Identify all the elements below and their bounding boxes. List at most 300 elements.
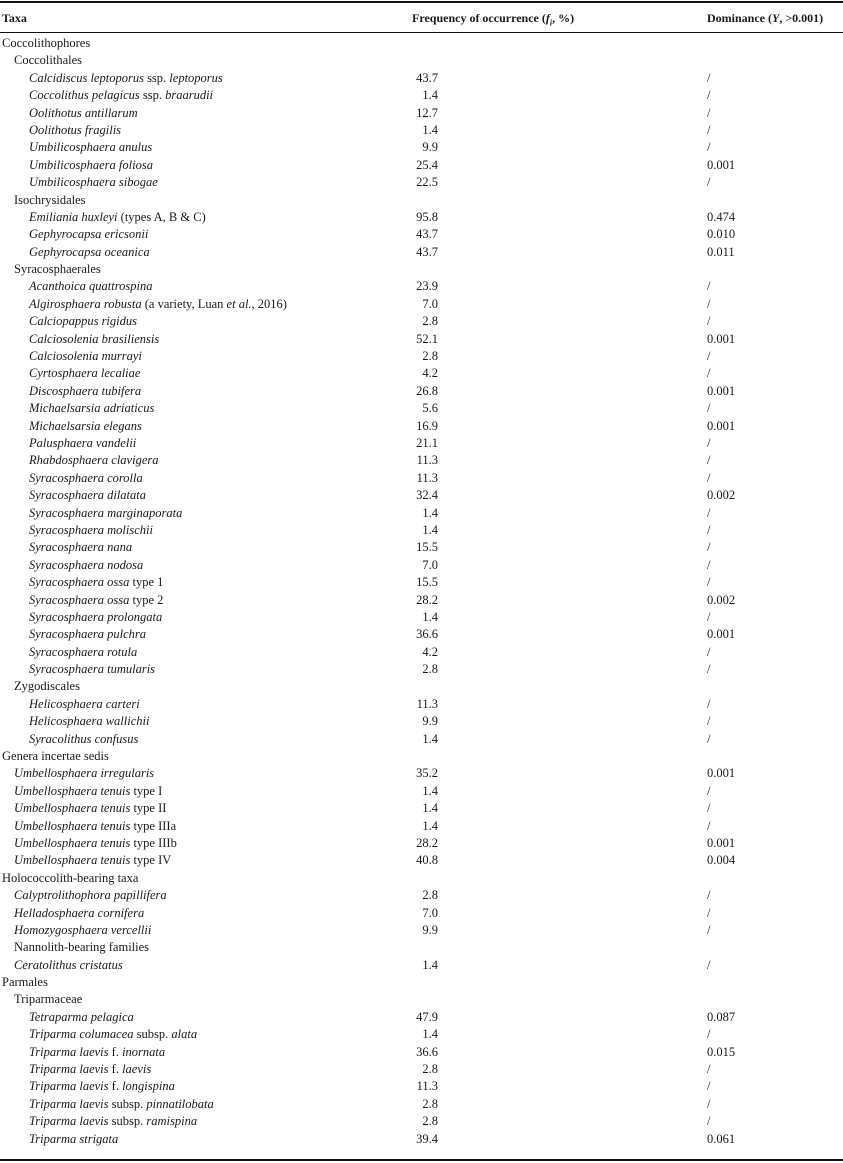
taxon-name <box>29 313 137 330</box>
taxon-name-italic: Syracosphaera nodosa <box>29 557 144 572</box>
dominance-value: / <box>707 818 711 833</box>
table-row <box>0 470 843 487</box>
table-row <box>0 522 843 539</box>
table-row <box>0 783 843 800</box>
header-frequency-tail: , %) <box>552 11 575 25</box>
taxon-name <box>29 383 141 400</box>
frequency-value: 26.8 <box>416 383 438 398</box>
taxon-name-text: subsp. <box>133 1027 172 1042</box>
table-row <box>0 852 843 869</box>
dominance-value: / <box>707 783 711 798</box>
taxon-name <box>14 905 144 922</box>
taxon-name <box>29 139 152 156</box>
dominance-value: / <box>707 905 711 920</box>
taxon-name-italic: Triparma laevis <box>29 1114 109 1129</box>
taxon-name-italic: Helladosphaera cornifera <box>14 905 145 920</box>
table-row <box>0 835 843 852</box>
group-label <box>14 678 80 695</box>
dominance-value: / <box>707 644 711 659</box>
table-row <box>0 505 843 522</box>
taxon-name-italic: Umbellosphaera tenuis <box>14 853 131 868</box>
taxon-name-italic: Triparma laevis <box>29 1062 109 1077</box>
frequency-value: 21.1 <box>416 435 438 450</box>
table-row <box>0 87 843 104</box>
frequency-value: 4.2 <box>422 644 438 659</box>
frequency-value: 52.1 <box>416 331 438 346</box>
taxon-name <box>29 157 153 174</box>
dominance-value: 0.002 <box>707 488 736 503</box>
frequency-value: 32.4 <box>416 488 438 503</box>
taxon-name-italic: Palusphaera vandelii <box>29 435 137 450</box>
dominance-value: / <box>707 105 711 120</box>
dominance-value: / <box>707 453 711 468</box>
group-label <box>2 35 90 52</box>
table-row <box>0 800 843 817</box>
taxon-name <box>29 644 137 661</box>
frequency-value: 2.8 <box>422 314 438 329</box>
taxon-name-text: ssp. <box>143 70 170 85</box>
frequency-value: 1.4 <box>422 88 438 103</box>
dominance-value: / <box>707 609 711 624</box>
frequency-value: 1.4 <box>422 609 438 624</box>
table-row <box>0 296 843 313</box>
group-label <box>2 748 109 765</box>
dominance-value: 0.474 <box>707 209 736 224</box>
taxon-name-italic: Triparma laevis <box>29 1079 109 1094</box>
frequency-value: 1.4 <box>422 1027 438 1042</box>
table-row <box>0 1113 843 1130</box>
frequency-value: 1.4 <box>422 801 438 816</box>
group-label <box>14 991 82 1008</box>
table-top-rule <box>0 1 843 3</box>
group-label <box>14 261 101 278</box>
taxon-name <box>29 365 140 382</box>
taxon-name-text: f. <box>108 1062 123 1077</box>
dominance-value: / <box>707 401 711 416</box>
dominance-value: / <box>707 314 711 329</box>
frequency-value: 2.8 <box>422 1114 438 1129</box>
taxon-name-text: (types A, B & C) <box>117 209 206 224</box>
taxon-name-italic: Triparma laevis <box>29 1096 109 1111</box>
frequency-value: 11.3 <box>416 453 438 468</box>
taxon-name-italic: Calciosolenia brasiliensis <box>29 331 160 346</box>
dominance-value: 0.061 <box>707 1131 736 1146</box>
table-row <box>0 731 843 748</box>
taxon-name <box>14 887 167 904</box>
taxon-name-italic: Syracosphaera corolla <box>29 470 143 485</box>
taxon-name <box>29 661 155 678</box>
dominance-value: / <box>707 731 711 746</box>
table-row <box>0 626 843 643</box>
dominance-value: / <box>707 1096 711 1111</box>
dominance-value: / <box>707 696 711 711</box>
taxon-name <box>29 505 182 522</box>
taxon-name-italic: Helicosphaera wallichii <box>29 714 150 729</box>
group-label <box>2 870 138 887</box>
frequency-value: 43.7 <box>416 227 438 242</box>
taxon-name <box>29 1131 118 1148</box>
taxon-name-italic: Triparma strigata <box>29 1131 119 1146</box>
dominance-value: / <box>707 296 711 311</box>
taxon-name-italic: Calyptrolithophora papillifera <box>14 888 167 903</box>
header-frequency-label: Frequency of occurrence ( <box>412 11 546 25</box>
header-dominance <box>707 9 823 27</box>
frequency-value: 36.6 <box>416 1044 438 1059</box>
table-row <box>0 818 843 835</box>
taxon-name-text: Coccolithophores <box>2 36 91 50</box>
table-row <box>0 139 843 156</box>
dominance-value: / <box>707 540 711 555</box>
taxon-name-italic: Coccolithus pelagicus <box>29 88 140 103</box>
taxon-name-italic: Umbellosphaera tenuis <box>14 835 131 850</box>
header-dominance-label: Dominance ( <box>707 11 772 25</box>
taxon-name <box>29 1061 151 1078</box>
table-row <box>0 331 843 348</box>
taxon-name-text: type IIIa <box>130 818 177 833</box>
dominance-value: / <box>707 1062 711 1077</box>
taxon-name <box>29 522 153 539</box>
dominance-value: / <box>707 505 711 520</box>
taxon-name-italic: Umbellosphaera tenuis <box>14 818 131 833</box>
taxon-name-italic: Gephyrocapsa ericsonii <box>29 227 149 242</box>
taxon-name-italic: longispina <box>122 1079 175 1094</box>
table-row <box>0 418 843 435</box>
group-row <box>0 261 843 278</box>
taxon-name-text: Coccolithales <box>14 53 83 68</box>
frequency-value: 2.8 <box>422 888 438 903</box>
header-frequency <box>412 9 574 27</box>
group-row <box>0 748 843 765</box>
frequency-value: 2.8 <box>422 1096 438 1111</box>
frequency-value: 39.4 <box>416 1131 438 1146</box>
taxon-name <box>29 70 223 87</box>
header-rule <box>0 32 843 33</box>
table-row <box>0 574 843 591</box>
frequency-value: 28.2 <box>416 592 438 607</box>
taxon-name <box>29 1096 214 1113</box>
frequency-value: 1.4 <box>422 818 438 833</box>
dominance-value: / <box>707 70 711 85</box>
dominance-value: 0.001 <box>707 627 736 642</box>
taxon-name-italic: Syracosphaera pulchra <box>29 627 146 642</box>
taxon-name-italic: Syracosphaera nana <box>29 540 133 555</box>
frequency-value: 43.7 <box>416 70 438 85</box>
table-row <box>0 592 843 609</box>
frequency-value: 9.9 <box>422 714 438 729</box>
group-row <box>0 192 843 209</box>
taxon-name-italic: Michaelsarsia elegans <box>29 418 142 433</box>
header-frequency-subscript: i <box>549 18 553 28</box>
dominance-value: / <box>707 349 711 364</box>
taxon-name <box>29 226 148 243</box>
frequency-value: 95.8 <box>416 209 438 224</box>
dominance-value: 0.001 <box>707 418 736 433</box>
table-row <box>0 400 843 417</box>
taxon-name-italic: Triparma columacea <box>29 1027 134 1042</box>
frequency-value: 5.6 <box>422 401 438 416</box>
group-row <box>0 991 843 1008</box>
frequency-value: 16.9 <box>416 418 438 433</box>
frequency-value: 15.5 <box>416 540 438 555</box>
group-row <box>0 939 843 956</box>
taxon-name <box>14 783 162 800</box>
taxon-name-italic: Calciosolenia murrayi <box>29 349 142 364</box>
dominance-value: / <box>707 140 711 155</box>
taxon-name <box>29 418 142 435</box>
taxon-name <box>29 731 138 748</box>
table-row <box>0 905 843 922</box>
group-row <box>0 678 843 695</box>
dominance-value: / <box>707 714 711 729</box>
frequency-value: 11.3 <box>416 470 438 485</box>
dominance-value: / <box>707 957 711 972</box>
taxon-name <box>29 1113 197 1130</box>
taxon-name-italic: Umbilicosphaera sibogae <box>29 175 158 190</box>
table-row <box>0 70 843 87</box>
table-row <box>0 313 843 330</box>
frequency-value: 15.5 <box>416 575 438 590</box>
dominance-value: / <box>707 922 711 937</box>
frequency-value: 43.7 <box>416 244 438 259</box>
taxon-name-italic: inornata <box>122 1044 166 1059</box>
taxon-name-italic: Triparma laevis <box>29 1044 109 1059</box>
table-row <box>0 1078 843 1095</box>
taxon-name-italic: Discosphaera tubifera <box>29 383 142 398</box>
dominance-value: / <box>707 1027 711 1042</box>
group-row <box>0 974 843 991</box>
taxon-name <box>29 400 154 417</box>
taxon-name-italic: Syracosphaera rotula <box>29 644 138 659</box>
taxon-name-italic: Syracosphaera ossa <box>29 592 130 607</box>
taxon-name <box>29 626 146 643</box>
frequency-value: 11.3 <box>416 696 438 711</box>
frequency-value: 35.2 <box>416 766 438 781</box>
frequency-value: 12.7 <box>416 105 438 120</box>
dominance-value: / <box>707 470 711 485</box>
dominance-value: / <box>707 175 711 190</box>
group-label <box>14 52 82 69</box>
taxon-name-italic: braarudii <box>165 88 214 103</box>
table-row <box>0 435 843 452</box>
taxon-name-text: Zygodiscales <box>14 679 80 694</box>
taxon-name <box>29 592 163 609</box>
table-row <box>0 348 843 365</box>
dominance-value: / <box>707 557 711 572</box>
table-row <box>0 609 843 626</box>
table-row <box>0 644 843 661</box>
table-body <box>0 35 843 1148</box>
taxon-name-italic: Syracosphaera dilatata <box>29 488 147 503</box>
group-row <box>0 52 843 69</box>
table-row <box>0 957 843 974</box>
table-row <box>0 1061 843 1078</box>
dominance-value: / <box>707 888 711 903</box>
taxon-name <box>29 122 121 139</box>
taxon-name <box>29 209 206 226</box>
group-label <box>2 974 48 991</box>
frequency-value: 9.9 <box>422 140 438 155</box>
frequency-value: 22.5 <box>416 175 438 190</box>
table-bottom-rule <box>0 1159 843 1161</box>
table-row <box>0 383 843 400</box>
dominance-value: / <box>707 801 711 816</box>
taxon-name <box>29 296 287 313</box>
dominance-value: 0.002 <box>707 592 736 607</box>
taxon-name-text: Parmales <box>2 975 48 990</box>
taxon-name-text: type 2 <box>129 592 164 607</box>
taxon-name-italic: Calcidiscus leptoporus <box>29 70 144 85</box>
table-row <box>0 278 843 295</box>
taxon-name <box>29 174 158 191</box>
taxon-name-text: (a variety, Luan <box>141 296 227 311</box>
table-row <box>0 1026 843 1043</box>
table-row <box>0 557 843 574</box>
table-row <box>0 209 843 226</box>
taxon-name-italic: Gephyrocapsa oceanica <box>29 244 150 259</box>
taxon-name <box>29 470 143 487</box>
taxon-name-italic: Umbilicosphaera foliosa <box>29 157 153 172</box>
taxon-name-text: subsp. <box>108 1114 147 1129</box>
taxon-name-text: subsp. <box>108 1096 147 1111</box>
taxon-name-italic: Umbilicosphaera anulus <box>29 140 153 155</box>
table-row <box>0 122 843 139</box>
taxon-name-text: f. <box>108 1044 123 1059</box>
taxon-name-italic: alata <box>171 1027 198 1042</box>
frequency-value: 1.4 <box>422 505 438 520</box>
taxon-name-italic: et al. <box>226 296 252 311</box>
frequency-value: 1.4 <box>422 783 438 798</box>
taxon-name-italic: Homozygosphaera vercellii <box>14 922 152 937</box>
dominance-value: / <box>707 279 711 294</box>
dominance-value: 0.001 <box>707 766 736 781</box>
frequency-value: 7.0 <box>422 905 438 920</box>
taxon-name-text: Triparmaceae <box>14 992 83 1007</box>
table-row <box>0 887 843 904</box>
table-row <box>0 765 843 782</box>
frequency-value: 2.8 <box>422 1062 438 1077</box>
taxon-name-text: f. <box>108 1079 123 1094</box>
dominance-value: 0.004 <box>707 853 736 868</box>
taxon-name-italic: Syracolithus confusus <box>29 731 139 746</box>
frequency-value: 40.8 <box>416 853 438 868</box>
taxon-name <box>29 435 136 452</box>
taxon-name-text: type IIIb <box>130 835 177 850</box>
table-row <box>0 226 843 243</box>
taxon-name-italic: Tetraparma pelagica <box>29 1009 134 1024</box>
taxon-name <box>29 1009 134 1026</box>
taxon-name <box>14 818 176 835</box>
table-row <box>0 452 843 469</box>
group-label <box>14 939 149 956</box>
dominance-value: / <box>707 88 711 103</box>
table-row <box>0 1131 843 1148</box>
taxon-name-italic: Acanthoica quattrospina <box>29 279 153 294</box>
dominance-value: / <box>707 575 711 590</box>
taxon-name <box>29 348 142 365</box>
header-dominance-symbol: Y <box>772 11 780 25</box>
frequency-value: 9.9 <box>422 922 438 937</box>
frequency-value: 2.8 <box>422 662 438 677</box>
frequency-value: 28.2 <box>416 835 438 850</box>
table-row <box>0 365 843 382</box>
taxon-name-italic: Umbellosphaera irregularis <box>14 766 155 781</box>
table-row <box>0 539 843 556</box>
taxon-name-italic: Syracosphaera ossa <box>29 575 130 590</box>
dominance-value: 0.087 <box>707 1009 736 1024</box>
table-row <box>0 487 843 504</box>
taxon-name-italic: Emiliania huxleyi <box>29 209 118 224</box>
taxon-name-italic: Oolithotus antillarum <box>29 105 138 120</box>
frequency-value: 1.4 <box>422 122 438 137</box>
frequency-value: 23.9 <box>416 279 438 294</box>
table-row <box>0 1096 843 1113</box>
taxon-name-italic: Algirosphaera robusta <box>29 296 142 311</box>
group-row <box>0 35 843 52</box>
dominance-value: / <box>707 1114 711 1129</box>
taxon-name-text: Nannolith-bearing families <box>14 940 150 955</box>
taxon-name <box>29 105 138 122</box>
dominance-value: / <box>707 122 711 137</box>
taxon-name <box>29 1026 197 1043</box>
taxon-name <box>29 713 149 730</box>
taxon-name-text: type IV <box>130 853 172 868</box>
dominance-value: 0.015 <box>707 1044 736 1059</box>
group-row <box>0 870 843 887</box>
taxon-name-text: type II <box>130 801 167 816</box>
taxon-name-italic: Michaelsarsia adriaticus <box>29 401 155 416</box>
taxon-name-text: ssp. <box>139 88 166 103</box>
taxon-name <box>29 539 132 556</box>
table-row <box>0 105 843 122</box>
taxon-name-text: Holococcolith-bearing taxa <box>2 870 139 885</box>
frequency-value: 1.4 <box>422 522 438 537</box>
dominance-value: / <box>707 662 711 677</box>
taxon-name-italic: Syracosphaera marginaporata <box>29 505 183 520</box>
dominance-value: / <box>707 522 711 537</box>
table-row <box>0 696 843 713</box>
table-row <box>0 922 843 939</box>
taxon-name <box>14 835 177 852</box>
taxon-name <box>29 557 143 574</box>
taxon-name <box>29 1044 165 1061</box>
frequency-value: 11.3 <box>416 1079 438 1094</box>
frequency-value: 25.4 <box>416 157 438 172</box>
frequency-value: 1.4 <box>422 731 438 746</box>
dominance-value: 0.001 <box>707 383 736 398</box>
frequency-value: 7.0 <box>422 557 438 572</box>
taxon-name-italic: Umbellosphaera tenuis <box>14 783 131 798</box>
taxon-name <box>29 1078 175 1095</box>
frequency-value: 2.8 <box>422 349 438 364</box>
taxon-name-italic: Helicosphaera carteri <box>29 696 140 711</box>
taxon-name-italic: Oolithotus fragilis <box>29 122 122 137</box>
table-row <box>0 244 843 261</box>
taxon-name <box>29 331 159 348</box>
taxon-name-text: Syracosphaerales <box>14 262 101 277</box>
header-taxa: Taxa <box>2 11 27 25</box>
header-dominance-tail: , >0.001) <box>779 11 824 25</box>
frequency-value: 36.6 <box>416 627 438 642</box>
taxon-name-italic: Cyrtosphaera lecaliae <box>29 366 141 381</box>
dominance-value: 0.001 <box>707 835 736 850</box>
frequency-value: 47.9 <box>416 1009 438 1024</box>
taxon-name-italic: Syracosphaera prolongata <box>29 609 163 624</box>
dominance-value: 0.011 <box>707 244 735 259</box>
taxon-name <box>29 609 162 626</box>
taxon-name <box>14 957 123 974</box>
dominance-value: / <box>707 1079 711 1094</box>
table-row <box>0 174 843 191</box>
